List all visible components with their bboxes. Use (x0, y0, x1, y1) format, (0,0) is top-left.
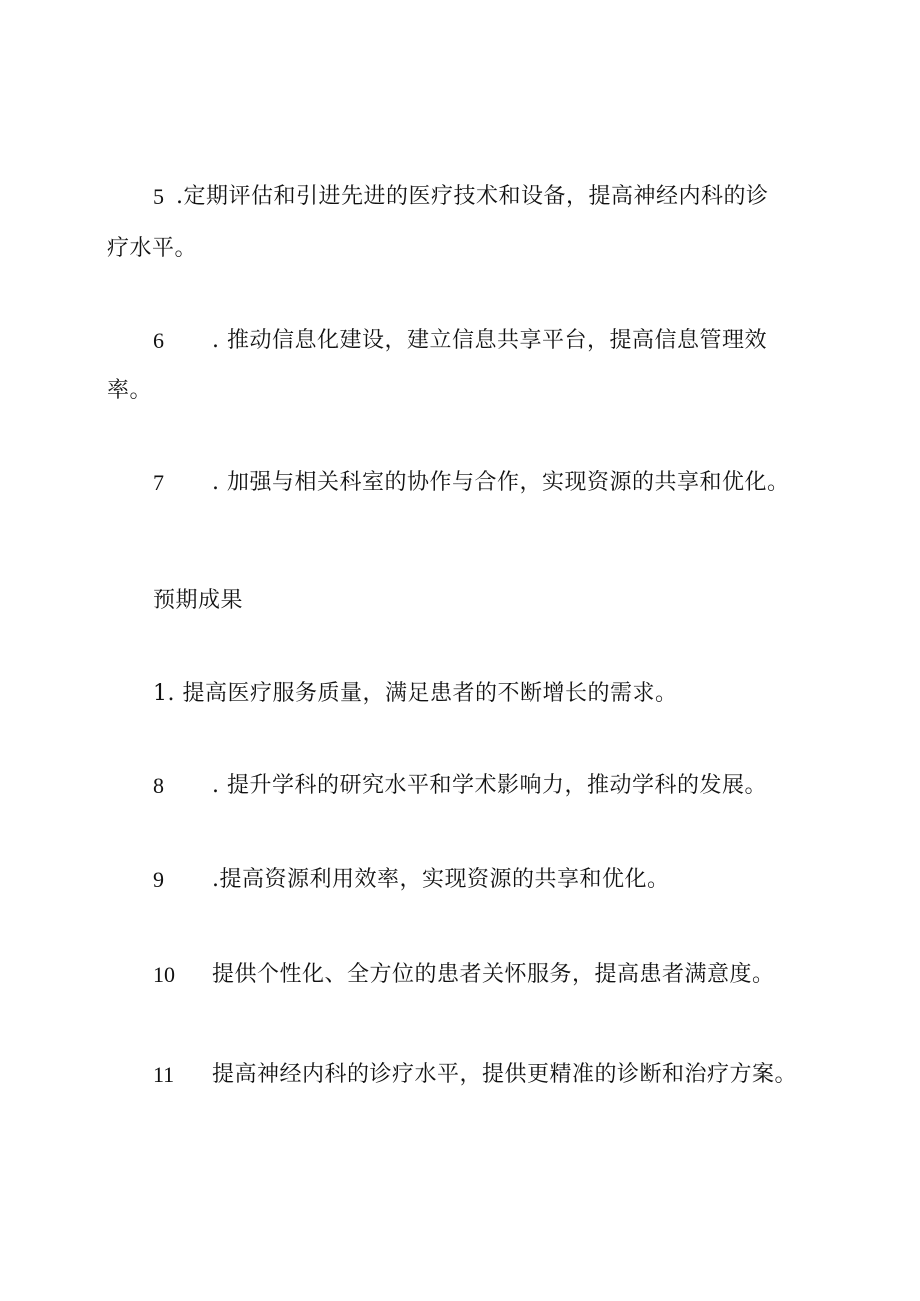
item-7-text: . 加强与相关科室的协作与合作，实现资源的共享和优化。 (212, 470, 790, 495)
outcome-10-number: 10 (153, 962, 175, 987)
outcome-8-number: 8 (153, 773, 164, 798)
item-5-text-line1: .定期评估和引进先进的医疗技术和设备，提高神经内科的诊 (176, 184, 769, 209)
item-6-number: 6 (153, 328, 164, 353)
outcome-11-number: 11 (153, 1062, 175, 1087)
section-heading: 预期成果 (153, 588, 244, 613)
outcome-10-text: 提供个性化、全方位的患者关怀服务，提高患者满意度。 (212, 962, 775, 987)
item-6-text-line2: 率。 (107, 378, 153, 403)
outcome-9-number: 9 (153, 867, 164, 892)
outcome-1-text: 1. 提高医疗服务质量，满足患者的不断增长的需求。 (153, 681, 678, 706)
item-5-text-line2: 疗水平。 (107, 236, 198, 261)
outcome-8-text: . 提升学科的研究水平和学术影响力，推动学科的发展。 (212, 773, 767, 798)
outcome-11-text: 提高神经内科的诊疗水平，提供更精准的诊断和治疗方案。 (212, 1062, 798, 1087)
item-5-number: 5 (153, 184, 164, 209)
item-7-number: 7 (153, 470, 164, 495)
outcome-9-text: .提高资源利用效率，实现资源的共享和优化。 (212, 867, 670, 892)
item-6-text-line1: . 推动信息化建设，建立信息共享平台，提高信息管理效 (212, 328, 767, 353)
